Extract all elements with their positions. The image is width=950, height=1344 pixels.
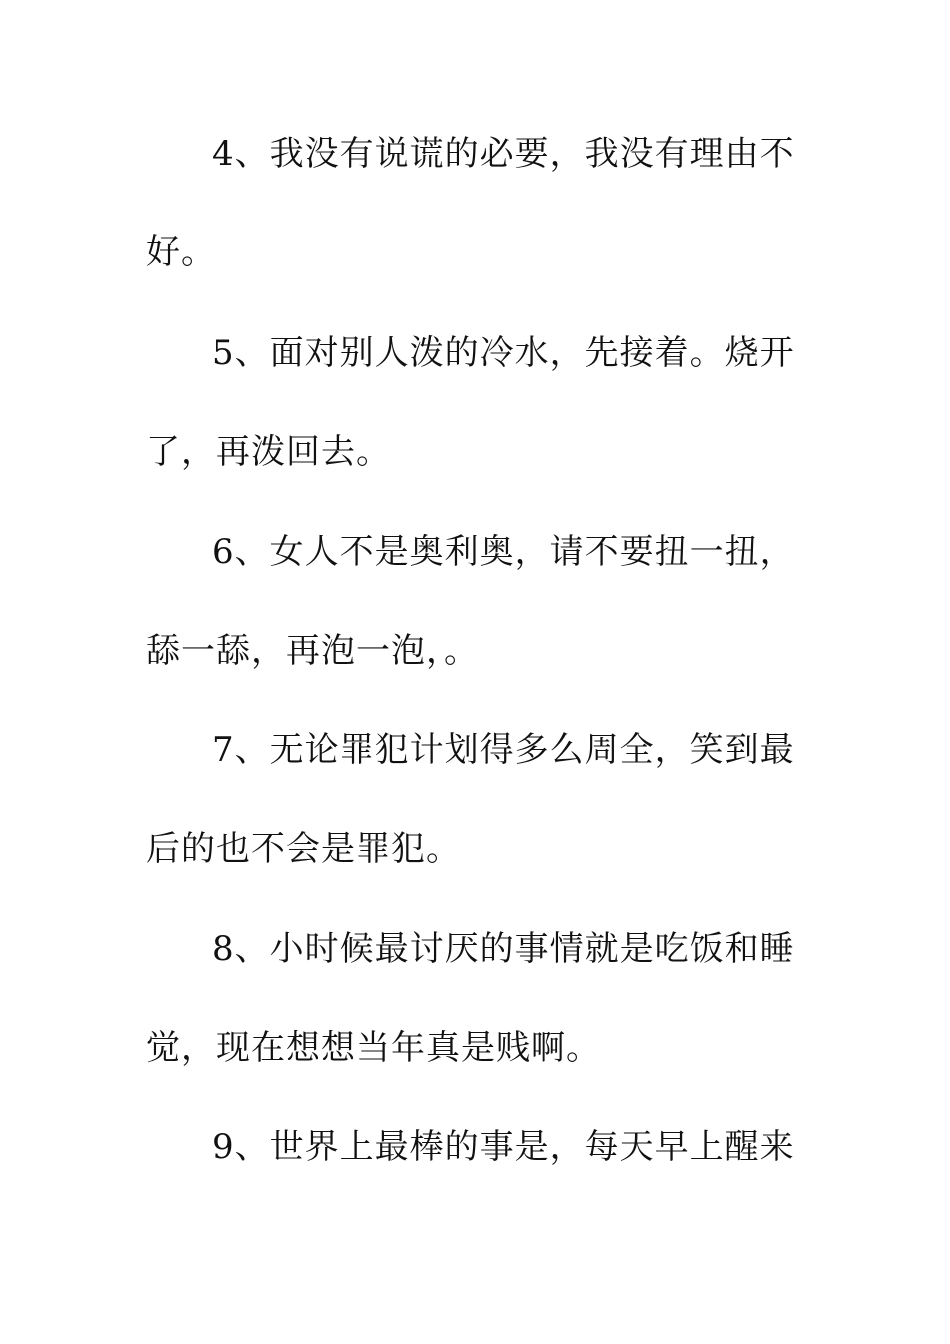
paragraph-8-line-1: 8、小时候最讨厌的事情就是吃饭和睡: [212, 929, 795, 969]
paragraph-8-line-2: 觉，现在想想当年真是贱啊。: [146, 1028, 601, 1068]
paragraph-7-line-1: 7、无论罪犯计划得多么周全，笑到最: [212, 730, 795, 770]
paragraph-4-line-1: 4、我没有说谎的必要，我没有理由不: [212, 134, 795, 174]
paragraph-7-line-2: 后的也不会是罪犯。: [146, 829, 461, 869]
paragraph-5-line-2: 了，再泼回去。: [146, 432, 391, 472]
paragraph-4-line-2: 好。: [146, 232, 216, 272]
paragraph-6-line-2: 舔一舔，再泡一泡，。: [146, 631, 479, 671]
paragraph-9-line-1: 9、世界上最棒的事是，每天早上醒来: [212, 1127, 795, 1167]
paragraph-6-line-1: 6、女人不是奥利奥，请不要扭一扭，: [212, 532, 795, 572]
paragraph-5-line-1: 5、面对别人泼的冷水，先接着。烧开: [212, 333, 795, 373]
